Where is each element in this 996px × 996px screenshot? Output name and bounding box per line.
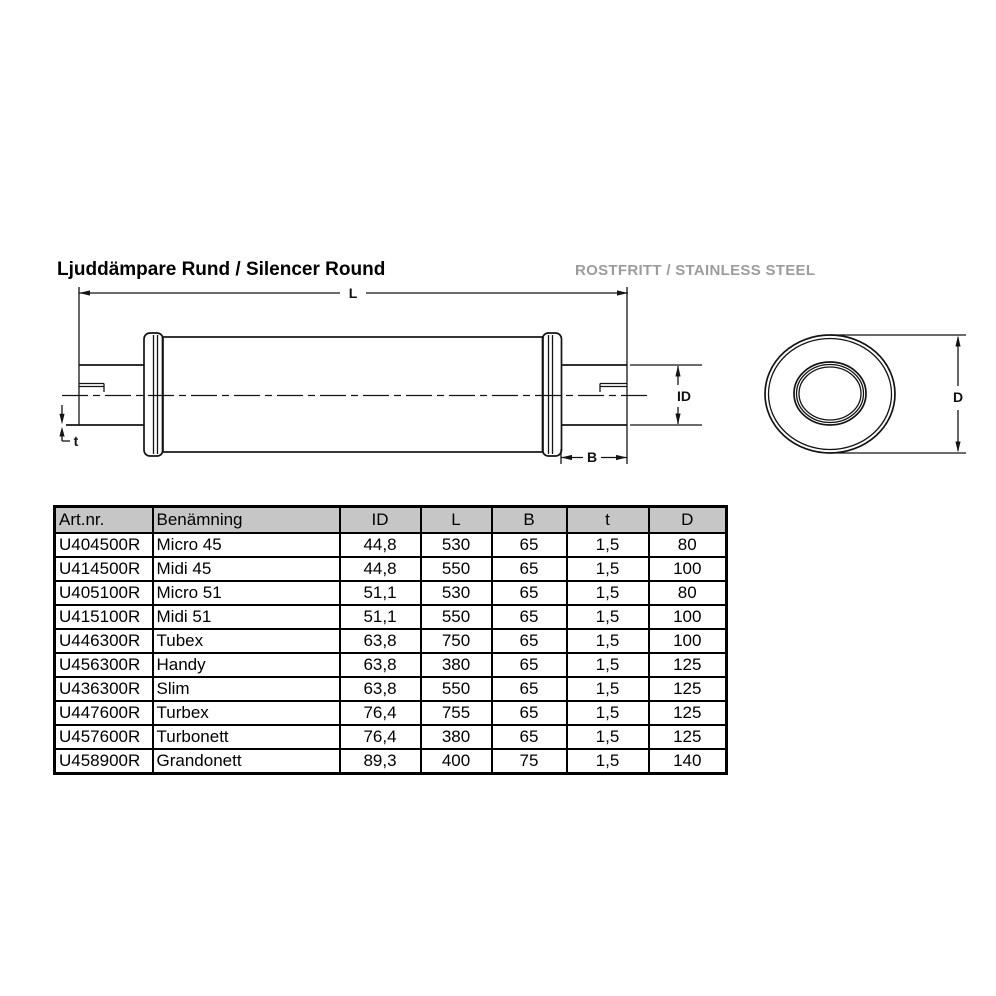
table-row: [55, 629, 727, 653]
cell-t: 1,5: [567, 701, 649, 725]
pipe-inner-ring: [794, 362, 866, 425]
cell-d: 80: [649, 533, 727, 557]
table-row: [55, 557, 727, 581]
dim-label-total-length: L: [348, 285, 358, 301]
cell-name: Turbex: [153, 701, 340, 725]
cell-b: 65: [492, 605, 567, 629]
cell-b: 65: [492, 701, 567, 725]
silencer-body: [163, 337, 544, 452]
table-header-row: [55, 507, 727, 534]
dim-label-wall-thickness: t: [73, 433, 79, 449]
cell-name: Grandonett: [153, 749, 340, 774]
table-row: [55, 605, 727, 629]
cell-id: 63,8: [340, 629, 421, 653]
cell-t: 1,5: [567, 653, 649, 677]
table-header-cell: Benämning: [153, 507, 340, 534]
cell-b: 65: [492, 557, 567, 581]
cell-l: 750: [421, 629, 492, 653]
cell-id: 51,1: [340, 581, 421, 605]
cell-name: Handy: [153, 653, 340, 677]
cell-b: 65: [492, 653, 567, 677]
table-row: [55, 653, 727, 677]
cell-name: Midi 51: [153, 605, 340, 629]
cell-d: 140: [649, 749, 727, 774]
cell-artnr: U446300R: [55, 629, 153, 653]
cell-l: 550: [421, 677, 492, 701]
cell-l: 755: [421, 701, 492, 725]
cell-t: 1,5: [567, 629, 649, 653]
cell-artnr: U456300R: [55, 653, 153, 677]
cell-d: 125: [649, 701, 727, 725]
cell-b: 65: [492, 629, 567, 653]
cell-b: 65: [492, 581, 567, 605]
cell-id: 63,8: [340, 677, 421, 701]
cell-name: Micro 51: [153, 581, 340, 605]
cell-d: 100: [649, 629, 727, 653]
cell-b: 65: [492, 533, 567, 557]
cell-artnr: U458900R: [55, 749, 153, 774]
cell-d: 100: [649, 605, 727, 629]
table-header-cell: L: [421, 507, 492, 534]
cell-t: 1,5: [567, 677, 649, 701]
silencer-side-view: [59, 285, 702, 465]
cell-id: 51,1: [340, 605, 421, 629]
table-row: [55, 677, 727, 701]
cell-name: Micro 45: [153, 533, 340, 557]
dim-end-length: [561, 449, 627, 465]
cell-artnr: U404500R: [55, 533, 153, 557]
table-row: [55, 749, 727, 774]
material-label: ROSTFRITT / STAINLESS STEEL: [575, 262, 816, 279]
table-body: [55, 533, 727, 774]
cell-l: 400: [421, 749, 492, 774]
shell-outer-ring: [765, 335, 895, 453]
cell-d: 125: [649, 677, 727, 701]
cell-b: 65: [492, 677, 567, 701]
cell-id: 89,3: [340, 749, 421, 774]
silencer-end-view: [765, 335, 966, 453]
cell-l: 380: [421, 653, 492, 677]
cell-l: 550: [421, 605, 492, 629]
cell-t: 1,5: [567, 725, 649, 749]
cell-l: 530: [421, 581, 492, 605]
dim-wall-thickness: [59, 405, 78, 449]
cell-id: 76,4: [340, 701, 421, 725]
cell-d: 100: [649, 557, 727, 581]
cell-d: 80: [649, 581, 727, 605]
cell-name: Tubex: [153, 629, 340, 653]
table-row: [55, 701, 727, 725]
cell-id: 63,8: [340, 653, 421, 677]
cell-t: 1,5: [567, 749, 649, 774]
cell-t: 1,5: [567, 533, 649, 557]
dim-label-end-length: B: [586, 449, 598, 465]
cell-artnr: U405100R: [55, 581, 153, 605]
cell-d: 125: [649, 653, 727, 677]
silencer-technical-drawing: [0, 280, 996, 485]
cell-b: 65: [492, 725, 567, 749]
table-header-cell: D: [649, 507, 727, 534]
cell-name: Midi 45: [153, 557, 340, 581]
table-header-cell: t: [567, 507, 649, 534]
table-header-cell: Art.nr.: [55, 507, 153, 534]
dim-label-inner-diameter: ID: [677, 388, 691, 404]
cell-t: 1,5: [567, 581, 649, 605]
dimensions-table-wrap: [53, 505, 728, 775]
cell-l: 380: [421, 725, 492, 749]
cell-t: 1,5: [567, 605, 649, 629]
cell-artnr: U414500R: [55, 557, 153, 581]
table-row: [55, 533, 727, 557]
cell-name: Turbonett: [153, 725, 340, 749]
cell-id: 44,8: [340, 533, 421, 557]
dim-label-outer-diameter: D: [952, 389, 964, 405]
table-header-cell: B: [492, 507, 567, 534]
cell-l: 550: [421, 557, 492, 581]
table-header-cell: ID: [340, 507, 421, 534]
dim-outer-diameter: [830, 335, 966, 453]
table-row: [55, 725, 727, 749]
cell-l: 530: [421, 533, 492, 557]
table-row: [55, 581, 727, 605]
cell-artnr: U436300R: [55, 677, 153, 701]
cell-artnr: U415100R: [55, 605, 153, 629]
cell-artnr: U447600R: [55, 701, 153, 725]
cell-id: 76,4: [340, 725, 421, 749]
cell-t: 1,5: [567, 557, 649, 581]
page-title: Ljuddämpare Rund / Silencer Round: [57, 259, 386, 280]
cell-name: Slim: [153, 677, 340, 701]
cell-artnr: U457600R: [55, 725, 153, 749]
cell-b: 75: [492, 749, 567, 774]
cell-d: 125: [649, 725, 727, 749]
dimensions-table: [53, 505, 728, 775]
cell-id: 44,8: [340, 557, 421, 581]
